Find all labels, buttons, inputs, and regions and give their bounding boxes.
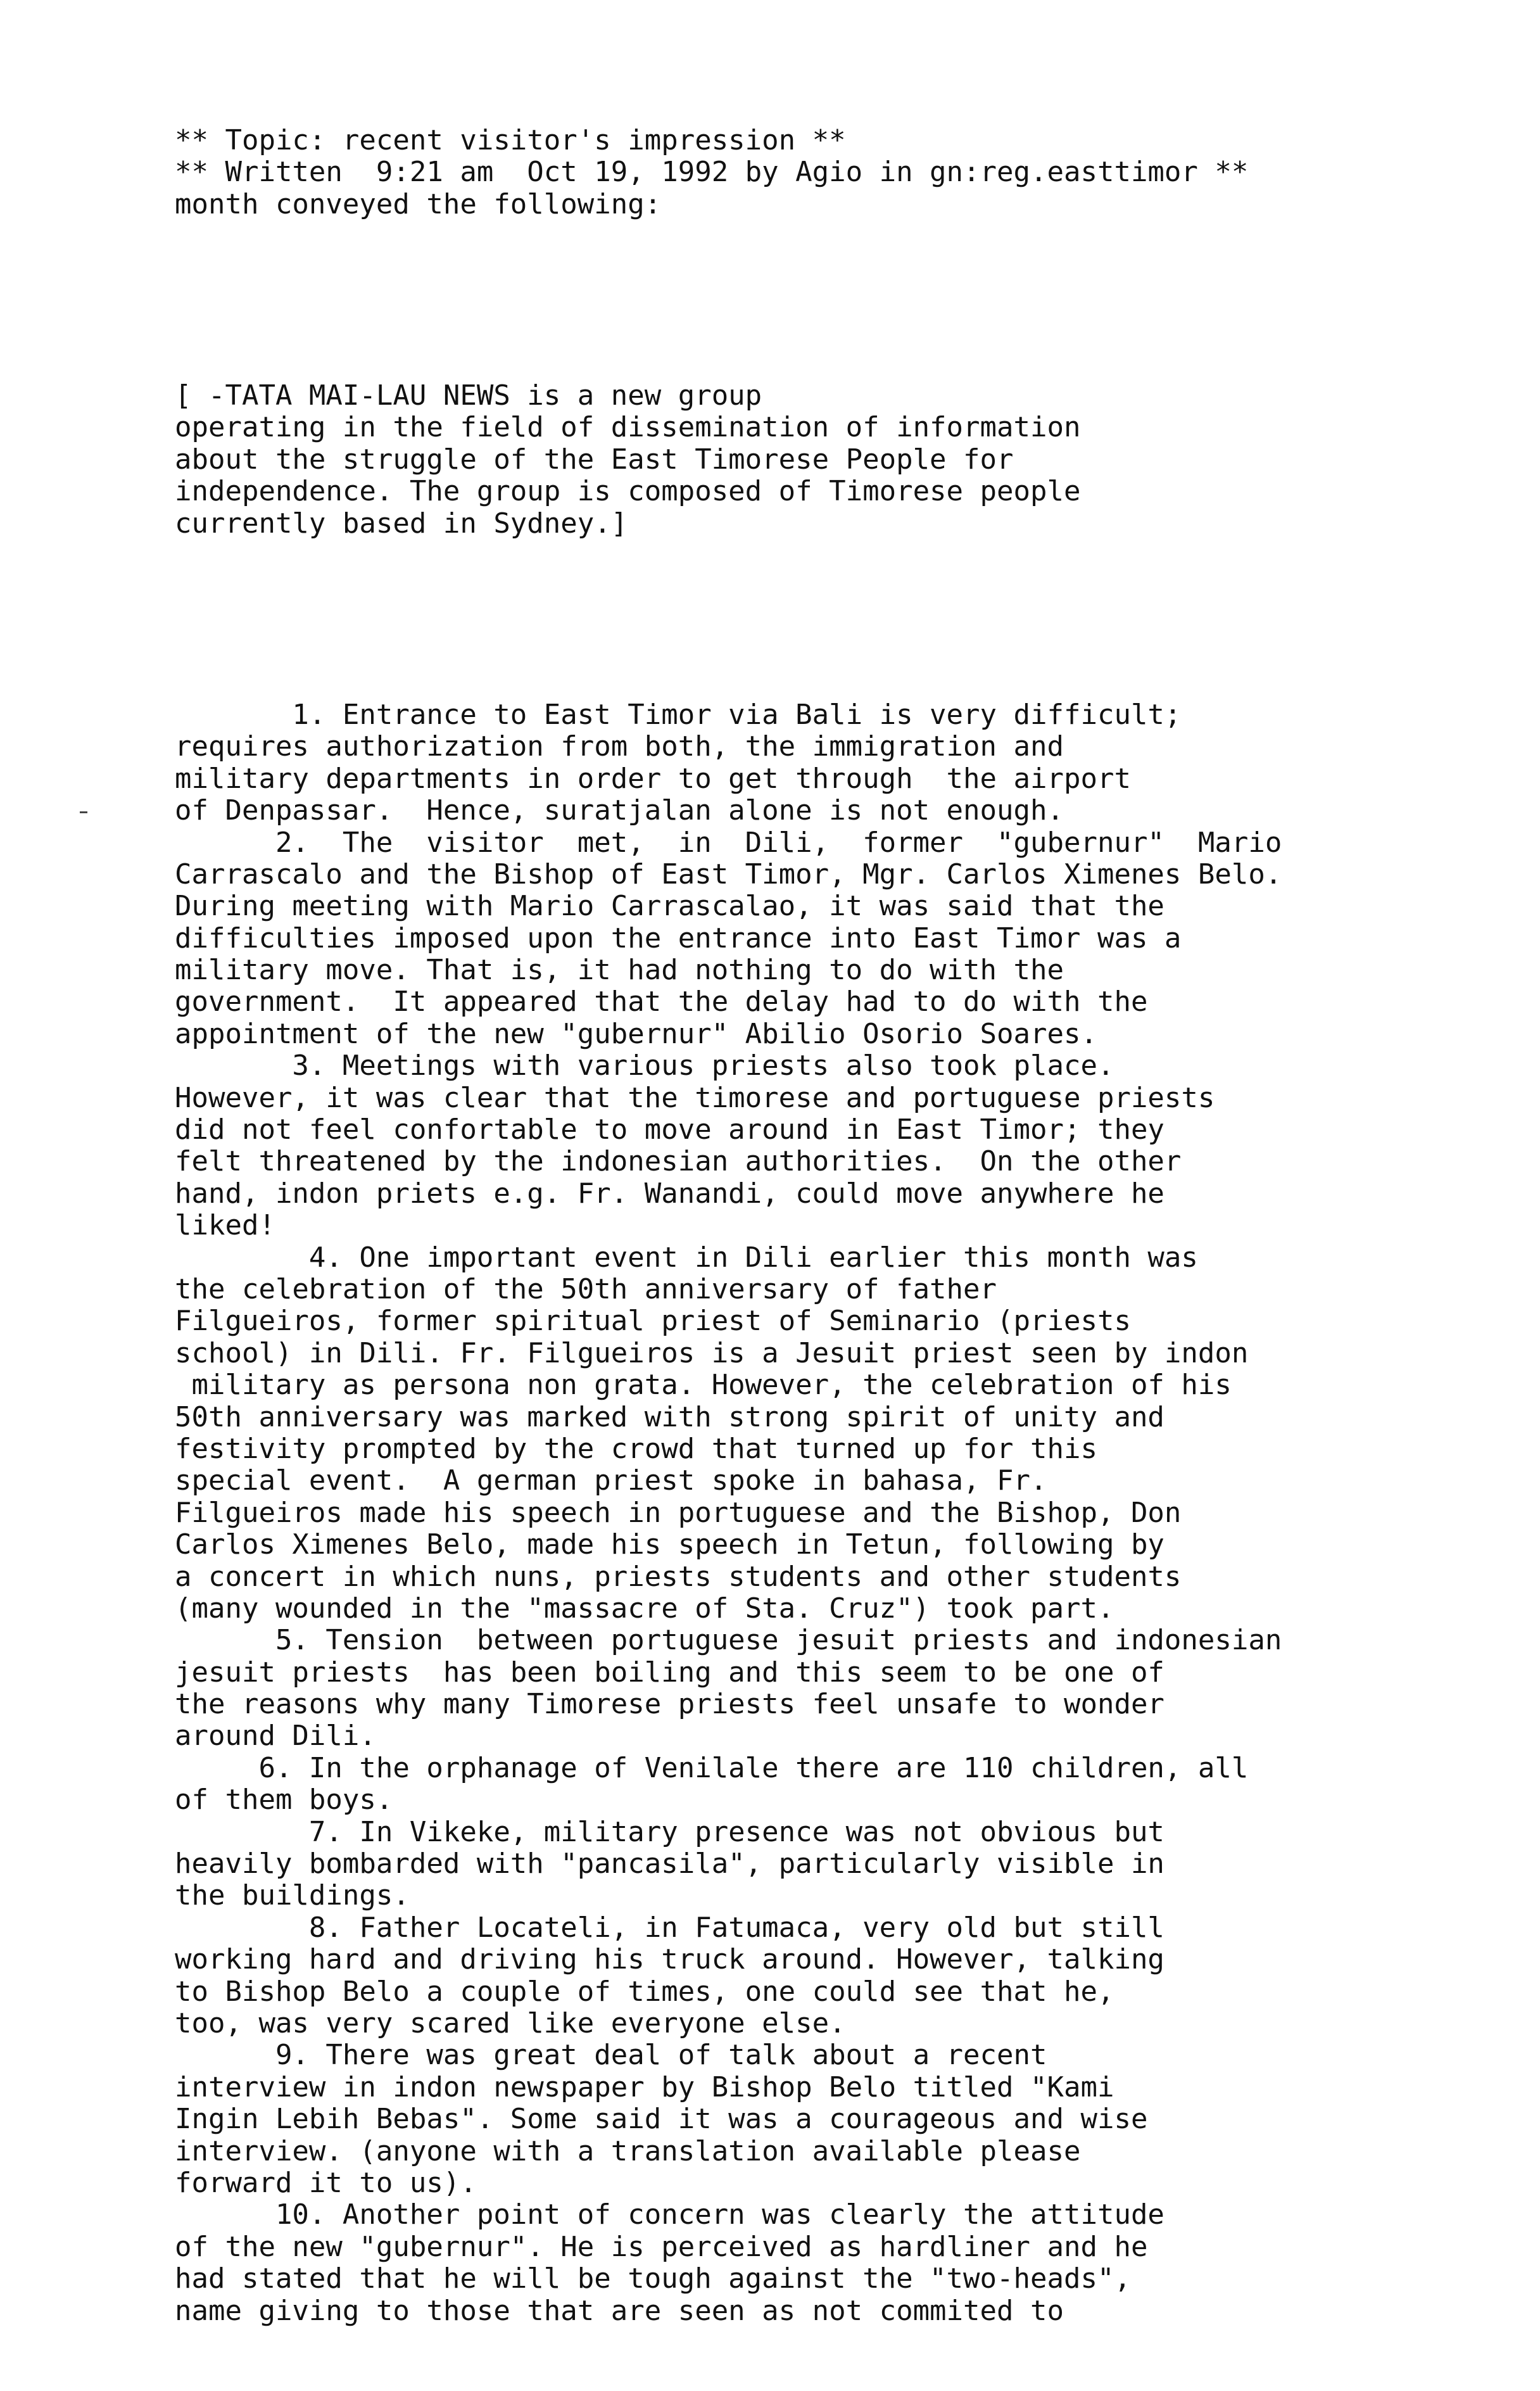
body-line: 3. Meetings with various priests also took place. [175, 1050, 1114, 1082]
body-line: 9. There was great deal of talk about a recent [175, 2039, 1047, 2072]
intro-line: operating in the field of dissemination of information [175, 411, 1081, 444]
body-line: of Denpassar. Hence, suratjalan alone is not enough. [175, 794, 1064, 827]
body-line: Filgueiros, former spiritual priest of Seminario (priests [175, 1305, 1131, 1338]
body-line: had stated that he will be tough against the "two-heads", [175, 2262, 1131, 2295]
body-line: (many wounded in the "massacre of Sta. Cruz") took part. [175, 1592, 1114, 1625]
body-line: military departments in order to get through the airport [175, 762, 1131, 795]
body-line: However, it was clear that the timorese and portuguese priests [175, 1081, 1215, 1114]
body-line: 5. Tension between portuguese jesuit priests and indonesian [175, 1624, 1282, 1657]
body-line: Carrascalo and the Bishop of East Timor, Mgr. Carlos Ximenes Belo. [175, 858, 1282, 891]
body-line: of the new "gubernur". He is perceived as hardliner and he [175, 2230, 1148, 2263]
body-line: interview. (anyone with a translation available please [175, 2134, 1081, 2167]
body-line: hand, indon priets e.g. Fr. Wanandi, could move anywhere he [175, 1177, 1164, 1210]
body-line: 2. The visitor met, in Dili, former "gubernur" Mario [175, 826, 1282, 859]
body-line: the reasons why many Timorese priests feel unsafe to wonder [175, 1688, 1164, 1721]
body-line: 50th anniversary was marked with strong spirit of unity and [175, 1400, 1164, 1433]
body-line: During meeting with Mario Carrascalao, it was said that the [175, 890, 1164, 923]
body-line: to Bishop Belo a couple of times, one could see that he, [175, 1975, 1114, 2008]
intro-line: currently based in Sydney.] [175, 507, 628, 540]
body-line: military move. That is, it had nothing to do with the [175, 954, 1064, 987]
body-line: Ingin Lebih Bebas". Some said it was a courageous and wise [175, 2103, 1148, 2136]
body-line: the celebration of the 50th anniversary of father [175, 1273, 997, 1305]
body-line: Filgueiros made his speech in portuguese and the Bishop, Don [175, 1496, 1182, 1529]
intro-line: [ -TATA MAI-LAU NEWS is a new group [175, 379, 762, 412]
body-line: working hard and driving his truck around. However, talking [175, 1943, 1164, 1976]
document-header [175, 125, 1282, 220]
body-line: special event. A german priest spoke in bahasa, Fr. [175, 1464, 1047, 1497]
body-line: 1. Entrance to East Timor via Bali is very difficult; [175, 698, 1182, 731]
body-line: appointment of the new "gubernur" Abilio Osorio Soares. [175, 1017, 1097, 1050]
header-line: ** Topic: recent visitor's impression ** [175, 124, 846, 156]
blank-line [175, 284, 1282, 316]
body-line: heavily bombarded with "pancasila", particularly visible in [175, 1848, 1164, 1880]
body-line: the buildings. [175, 1879, 410, 1912]
body-line: too, was very scared like everyone else. [175, 2007, 846, 2039]
body-line: military as persona non grata. However, the celebration of his [175, 1369, 1232, 1402]
body-line: forward it to us). [175, 2166, 477, 2199]
body-line: of them boys. [175, 1784, 393, 1817]
body-line: jesuit priests has been boiling and this seem to be one of [175, 1656, 1164, 1689]
body-line: 4. One important event in Dili earlier this month was [175, 1241, 1198, 1274]
body-line: festivity prompted by the crowd that turned up for this [175, 1432, 1097, 1465]
body-line: difficulties imposed upon the entrance into East Timor was a [175, 922, 1182, 954]
intro-line: about the struggle of the East Timorese People for [175, 443, 1014, 476]
header-line: month conveyed the following: [175, 187, 662, 220]
body-line: name giving to those that are seen as not commited to [175, 2294, 1064, 2327]
body-line: school) in Dili. Fr. Filgueiros is a Jesuit priest seen by indon [175, 1336, 1249, 1369]
body-line: 8. Father Locateli, in Fatumaca, very old but still [175, 1911, 1164, 1944]
body-line: liked! [175, 1209, 275, 1242]
body-line: a concert in which nuns, priests students and other students [175, 1560, 1182, 1593]
body-line: 6. In the orphanage of Venilale there are 110 children, all [175, 1751, 1249, 1784]
body-line: 10. Another point of concern was clearly the attitude [175, 2198, 1164, 2231]
body-line: requires authorization from both, the immigration and [175, 730, 1064, 763]
blank-line [175, 604, 1282, 635]
document-text [175, 61, 1282, 2391]
body-line: government. It appeared that the delay had to do with the [175, 986, 1148, 1018]
margin-tick-mark [80, 811, 87, 813]
report-body [175, 699, 1282, 2327]
body-line: did not feel confortable to move around in East Timor; they [175, 1113, 1164, 1146]
body-line: interview in indon newspaper by Bishop Belo titled "Kami [175, 2071, 1114, 2103]
intro-line: independence. The group is composed of Timorese people [175, 475, 1081, 508]
body-line: around Dili. [175, 1720, 376, 1753]
header-line: ** Written 9:21 am Oct 19, 1992 by Agio in gn:reg.easttimor ** [175, 156, 1249, 189]
intro-paragraph [175, 380, 1282, 540]
body-line: Carlos Ximenes Belo, made his speech in Tetun, following by [175, 1528, 1164, 1561]
body-line: 7. In Vikeke, military presence was not obvious but [175, 1815, 1164, 1848]
body-line: felt threatened by the indonesian authorities. On the other [175, 1145, 1182, 1178]
